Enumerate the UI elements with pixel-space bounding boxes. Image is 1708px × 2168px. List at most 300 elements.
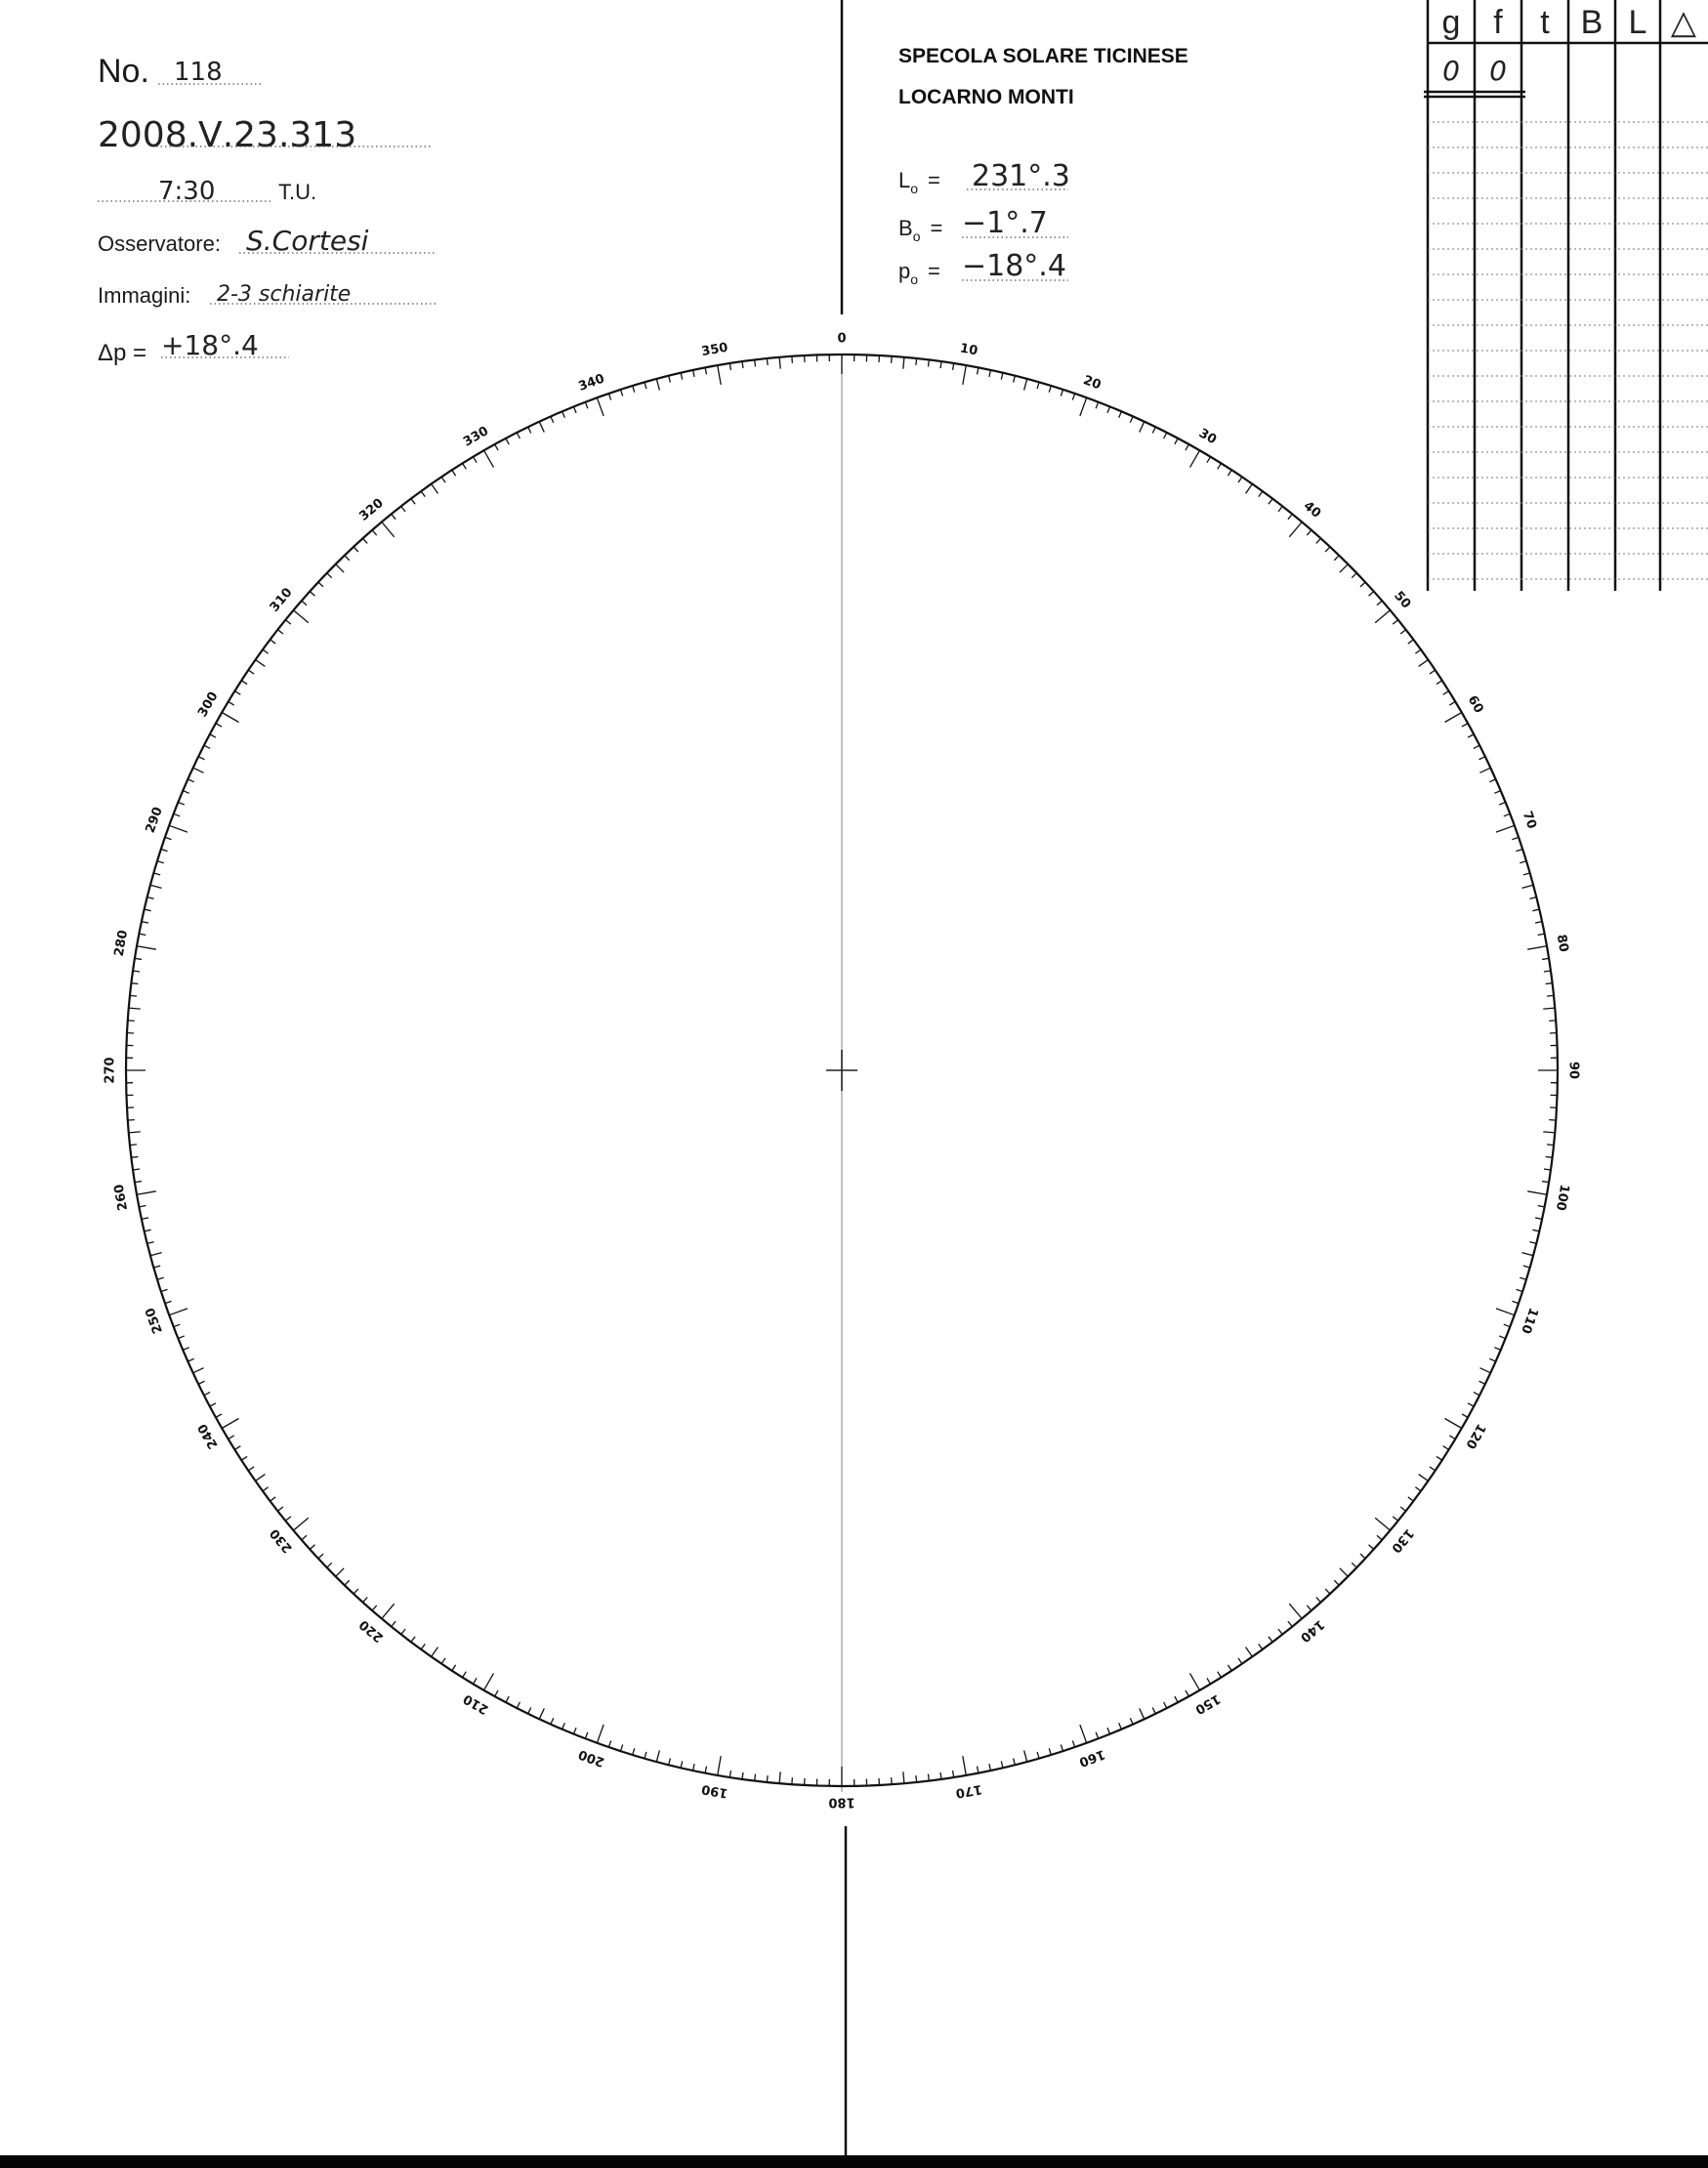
col-header-g: g	[1441, 4, 1461, 41]
minor-tick	[506, 1696, 509, 1702]
minor-tick	[147, 1242, 154, 1244]
minor-tick	[539, 1708, 544, 1719]
minor-tick	[1419, 660, 1429, 667]
minor-tick	[1175, 438, 1178, 444]
minor-tick	[928, 1774, 929, 1781]
minor-tick	[392, 514, 396, 519]
minor-tick	[755, 1774, 756, 1781]
minor-tick	[1119, 411, 1122, 417]
minor-tick	[463, 463, 467, 469]
minor-tick	[432, 1647, 438, 1657]
major-tick	[597, 397, 604, 416]
minor-tick	[1543, 1008, 1555, 1009]
minor-tick	[705, 367, 706, 374]
minor-tick	[669, 376, 671, 383]
dial-label-270: 270	[103, 1057, 118, 1084]
dial-label-310: 310	[267, 585, 296, 615]
major-tick	[963, 365, 966, 385]
minor-tick	[263, 649, 269, 653]
minor-tick	[573, 406, 576, 412]
dial-label-240: 240	[195, 1420, 222, 1452]
minor-tick	[1377, 1535, 1382, 1540]
count-table	[1424, 0, 1708, 591]
major-tick	[597, 1725, 604, 1743]
minor-tick	[1001, 373, 1003, 380]
minor-tick	[198, 1381, 204, 1384]
minor-tick	[506, 438, 509, 444]
minor-tick	[767, 1775, 768, 1782]
minor-tick	[1246, 484, 1253, 494]
minor-tick	[145, 1230, 151, 1231]
dial-label-10: 10	[958, 341, 979, 359]
minor-tick	[1544, 971, 1551, 972]
dial-label-250: 250	[143, 1305, 166, 1336]
minor-tick	[157, 1277, 164, 1279]
minor-tick	[1014, 1758, 1016, 1765]
major-tick	[484, 1673, 494, 1689]
minor-tick	[248, 1467, 254, 1471]
minor-tick	[1544, 1169, 1551, 1170]
ephemeris	[898, 159, 1070, 287]
dial-label-300: 300	[195, 688, 222, 721]
major-tick	[222, 1419, 238, 1429]
minor-tick	[1186, 444, 1188, 450]
minor-tick	[1504, 813, 1511, 816]
minor-tick	[573, 1728, 576, 1733]
minor-tick	[1479, 768, 1490, 772]
p0-label: $p_o$ =	[898, 259, 940, 287]
minor-tick	[1489, 779, 1495, 782]
minor-tick	[241, 681, 247, 685]
minor-tick	[145, 909, 151, 911]
minor-tick	[129, 1132, 141, 1133]
minor-tick	[1014, 376, 1016, 383]
minor-tick	[216, 1414, 222, 1417]
bottom-edge-band	[0, 2155, 1708, 2168]
minor-tick	[585, 402, 588, 409]
major-tick	[137, 946, 156, 949]
minor-tick	[1325, 547, 1330, 552]
time-unit: T.U.	[278, 180, 317, 204]
dial-label-190: 190	[700, 1780, 729, 1801]
minor-tick	[729, 1771, 730, 1777]
minor-tick	[495, 1690, 498, 1696]
minor-tick	[989, 370, 990, 377]
minor-tick	[1512, 1301, 1519, 1303]
minor-tick	[1269, 1637, 1272, 1643]
dial-label-280: 280	[111, 929, 132, 958]
minor-tick	[210, 734, 216, 737]
minor-tick	[1521, 885, 1533, 888]
minor-tick	[345, 1580, 350, 1585]
minor-tick	[263, 1487, 269, 1491]
minor-tick	[229, 701, 234, 705]
minor-tick	[1288, 1621, 1292, 1626]
minor-tick	[354, 1589, 358, 1594]
minor-tick	[310, 1545, 314, 1550]
minor-tick	[187, 1358, 193, 1361]
images-value: 2-3 schiarite	[217, 282, 352, 307]
minor-tick	[130, 1145, 137, 1146]
minor-tick	[1238, 477, 1242, 482]
minor-tick	[1238, 1658, 1242, 1664]
minor-tick	[198, 757, 204, 760]
dial-label-120: 120	[1462, 1420, 1488, 1452]
minor-tick	[1538, 1206, 1545, 1207]
dial-label-50: 50	[1391, 588, 1414, 612]
major-tick	[1190, 1673, 1200, 1689]
minor-tick	[693, 370, 694, 377]
minor-tick	[1049, 1748, 1051, 1755]
minor-tick	[1529, 1242, 1536, 1244]
minor-tick	[210, 1403, 216, 1406]
minor-tick	[1207, 457, 1211, 463]
dial-label-320: 320	[356, 495, 387, 524]
minor-tick	[161, 1289, 168, 1291]
minor-tick	[401, 506, 405, 512]
minor-tick	[1072, 1740, 1074, 1747]
minor-tick	[1037, 1752, 1039, 1759]
minor-tick	[1259, 491, 1263, 497]
minor-tick	[336, 1568, 344, 1576]
minor-tick	[271, 640, 276, 644]
B0-value: −1°.7	[962, 206, 1048, 240]
time-value: 7:30	[158, 177, 216, 206]
minor-tick	[1462, 724, 1468, 727]
minor-tick	[620, 390, 622, 396]
minor-tick	[441, 477, 445, 482]
minor-tick	[1430, 1467, 1436, 1471]
dial-label-110: 110	[1518, 1305, 1541, 1336]
major-tick	[484, 450, 494, 467]
minor-tick	[1334, 1580, 1339, 1585]
minor-tick	[1096, 402, 1099, 409]
minor-tick	[1152, 1708, 1155, 1714]
minor-tick	[216, 724, 222, 727]
minor-tick	[150, 885, 162, 888]
minor-tick	[1037, 382, 1039, 389]
p0-value: −18°.4	[962, 249, 1066, 283]
major-tick	[1496, 825, 1515, 832]
minor-tick	[153, 1266, 160, 1268]
minor-tick	[1494, 791, 1500, 794]
minor-tick	[302, 601, 307, 605]
minor-tick	[1474, 1393, 1479, 1396]
minor-tick	[903, 357, 904, 369]
dial-label-30: 30	[1195, 426, 1220, 448]
minor-tick	[1360, 1554, 1365, 1559]
minor-tick	[1393, 1517, 1397, 1521]
minor-tick	[585, 1732, 588, 1739]
minor-tick	[916, 1775, 917, 1782]
minor-tick	[1316, 538, 1321, 543]
observation-fields	[98, 53, 436, 366]
observatory-header	[898, 45, 1188, 108]
minor-tick	[1259, 1644, 1263, 1649]
minor-tick	[1400, 630, 1406, 634]
col-header-f: f	[1493, 4, 1503, 41]
dial-label-200: 200	[576, 1746, 607, 1770]
minor-tick	[285, 1517, 290, 1521]
minor-tick	[1307, 1605, 1312, 1610]
minor-tick	[277, 1507, 283, 1511]
minor-tick	[1288, 514, 1292, 519]
minor-tick	[174, 813, 181, 816]
minor-tick	[147, 897, 154, 899]
delta-p-value: +18°.4	[161, 329, 259, 361]
observer-value: S.Cortesi	[246, 225, 369, 257]
major-tick	[382, 521, 395, 536]
minor-tick	[916, 358, 917, 365]
images-label: Immagini:	[98, 283, 191, 308]
minor-tick	[562, 1723, 565, 1729]
number-label: No.	[98, 53, 149, 90]
minor-tick	[1535, 922, 1542, 923]
minor-tick	[1246, 1647, 1253, 1657]
minor-tick	[1049, 386, 1051, 393]
minor-tick	[551, 1718, 554, 1724]
minor-tick	[1437, 1456, 1442, 1460]
minor-tick	[495, 444, 498, 450]
minor-tick	[1175, 1696, 1178, 1702]
minor-tick	[633, 1748, 635, 1755]
minor-tick	[1140, 422, 1145, 433]
observer-label: Osservatore:	[98, 231, 221, 256]
minor-tick	[1352, 573, 1356, 578]
minor-tick	[1207, 1678, 1211, 1684]
minor-tick	[1130, 416, 1133, 422]
minor-tick	[129, 1008, 141, 1009]
minor-tick	[1377, 601, 1382, 605]
minor-tick	[1096, 1732, 1099, 1739]
minor-tick	[1278, 506, 1282, 512]
minor-tick	[1393, 620, 1397, 624]
major-tick	[137, 1191, 156, 1194]
cell-f-value: 0	[1489, 55, 1507, 87]
minor-tick	[1107, 406, 1110, 412]
minor-tick	[1532, 909, 1539, 911]
minor-tick	[1334, 556, 1339, 561]
minor-tick	[135, 1182, 142, 1183]
minor-tick	[392, 1621, 396, 1626]
minor-tick	[978, 1767, 979, 1773]
minor-tick	[285, 620, 290, 624]
minor-tick	[174, 1324, 181, 1327]
minor-tick	[1430, 670, 1436, 674]
dial-label-70: 70	[1519, 809, 1539, 831]
minor-tick	[645, 1752, 646, 1759]
minor-tick	[1542, 958, 1549, 959]
minor-tick	[302, 1535, 307, 1540]
minor-tick	[401, 1629, 405, 1635]
minor-tick	[1130, 1718, 1133, 1724]
minor-tick	[183, 791, 188, 794]
minor-tick	[1340, 1568, 1348, 1576]
minor-tick	[421, 1644, 425, 1649]
minor-tick	[620, 1744, 622, 1751]
dial-label-170: 170	[954, 1780, 983, 1801]
dial-label-350: 350	[700, 340, 729, 360]
minor-tick	[130, 995, 137, 996]
B0-label: $B_o$ =	[898, 216, 943, 244]
minor-tick	[1532, 1230, 1539, 1231]
minor-tick	[1462, 1414, 1468, 1417]
minor-tick	[1140, 1708, 1145, 1719]
minor-tick	[562, 411, 565, 417]
dial-label-290: 290	[143, 805, 166, 836]
minor-tick	[372, 530, 377, 535]
minor-tick	[1523, 1266, 1530, 1268]
major-tick	[169, 1309, 187, 1315]
minor-tick	[1521, 1253, 1533, 1256]
minor-tick	[1369, 1545, 1374, 1550]
minor-tick	[1107, 1728, 1110, 1733]
minor-tick	[354, 547, 358, 552]
minor-tick	[940, 361, 941, 368]
dial-label-230: 230	[267, 1525, 296, 1556]
minor-tick	[193, 768, 204, 772]
minor-tick	[142, 1218, 148, 1219]
dial-label-340: 340	[576, 371, 607, 395]
dial-label-330: 330	[460, 424, 492, 450]
delta-p-label: Δp =	[98, 340, 147, 366]
minor-tick	[1479, 1368, 1490, 1373]
major-tick	[718, 365, 721, 385]
major-tick	[1080, 397, 1087, 416]
minor-tick	[989, 1764, 990, 1771]
minor-tick	[1520, 861, 1526, 863]
dial-label-220: 220	[356, 1616, 387, 1646]
minor-tick	[1408, 1497, 1414, 1501]
dial-label-20: 20	[1081, 373, 1104, 394]
minor-tick	[767, 358, 768, 365]
minor-tick	[248, 670, 254, 674]
number-value: 118	[174, 58, 223, 87]
minor-tick	[656, 1750, 659, 1762]
minor-tick	[131, 983, 138, 984]
minor-tick	[1479, 1381, 1485, 1384]
L0-label: $L_o$ =	[898, 168, 940, 196]
minor-tick	[372, 1605, 377, 1610]
col-header-L: L	[1628, 4, 1647, 41]
dial-label-100: 100	[1552, 1183, 1572, 1212]
minor-tick	[1419, 1475, 1429, 1481]
minor-tick	[1437, 681, 1442, 685]
dial-label-130: 130	[1388, 1525, 1417, 1556]
minor-tick	[669, 1758, 671, 1765]
major-tick	[382, 1604, 395, 1618]
minor-tick	[1449, 1436, 1455, 1439]
major-tick	[963, 1756, 966, 1775]
minor-tick	[1164, 433, 1167, 438]
minor-tick	[363, 1598, 368, 1603]
minor-tick	[1269, 499, 1272, 505]
minor-tick	[1164, 1702, 1167, 1708]
observatory-name: SPECOLA SOLARE TICINESE	[898, 45, 1188, 67]
minor-tick	[310, 592, 314, 597]
minor-tick	[327, 1563, 332, 1567]
minor-tick	[755, 359, 756, 366]
minor-tick	[1499, 1336, 1505, 1339]
minor-tick	[681, 373, 683, 380]
minor-tick	[693, 1764, 694, 1771]
dial-label-210: 210	[460, 1690, 492, 1717]
minor-tick	[318, 1554, 323, 1559]
minor-tick	[204, 1393, 210, 1396]
minor-tick	[1546, 1156, 1553, 1157]
minor-tick	[1547, 995, 1554, 996]
minor-tick	[1072, 394, 1074, 400]
major-tick	[1527, 1191, 1547, 1194]
major-tick	[1289, 1604, 1302, 1618]
minor-tick	[978, 367, 979, 374]
minor-tick	[1218, 463, 1222, 469]
minor-tick	[441, 1658, 445, 1664]
major-tick	[1080, 1725, 1087, 1743]
major-tick	[222, 713, 238, 723]
minor-tick	[336, 564, 344, 572]
minor-tick	[903, 1772, 904, 1783]
minor-tick	[953, 363, 954, 370]
minor-tick	[1218, 1672, 1222, 1678]
minor-tick	[133, 1169, 140, 1170]
minor-tick	[1307, 530, 1312, 535]
major-tick	[169, 825, 187, 832]
minor-tick	[1325, 1589, 1330, 1594]
major-tick	[1375, 610, 1390, 623]
minor-tick	[318, 582, 323, 587]
minor-tick	[327, 573, 332, 578]
minor-tick	[1316, 1598, 1321, 1603]
minor-tick	[681, 1761, 683, 1768]
col-header-t: t	[1540, 4, 1550, 41]
minor-tick	[1400, 1507, 1406, 1511]
minor-tick	[142, 922, 148, 923]
minor-tick	[1499, 802, 1505, 805]
major-tick	[293, 610, 308, 623]
minor-tick	[1443, 1446, 1449, 1450]
minor-tick	[1152, 427, 1155, 433]
major-tick	[293, 1518, 308, 1530]
minor-tick	[183, 1348, 188, 1351]
minor-tick	[277, 630, 283, 634]
minor-tick	[1529, 897, 1536, 899]
minor-tick	[135, 958, 142, 959]
dial-label-40: 40	[1300, 498, 1324, 521]
minor-tick	[742, 1772, 743, 1779]
dial-label-160: 160	[1076, 1746, 1107, 1770]
minor-tick	[1449, 701, 1455, 705]
minor-tick	[1408, 640, 1414, 644]
minor-tick	[1228, 470, 1231, 476]
minor-tick	[1369, 592, 1374, 597]
minor-tick	[133, 971, 140, 972]
minor-tick	[656, 379, 659, 391]
L0-value: 231°.3	[972, 159, 1070, 193]
minor-tick	[1516, 1289, 1522, 1291]
major-tick	[1289, 521, 1302, 536]
minor-tick	[1001, 1761, 1003, 1768]
cell-g-value: 0	[1442, 55, 1460, 87]
minor-tick	[150, 1253, 162, 1256]
minor-tick	[234, 691, 240, 695]
minor-tick	[1024, 379, 1027, 391]
minor-tick	[1538, 934, 1545, 935]
col-header-triangle: △	[1670, 4, 1697, 41]
minor-tick	[1479, 757, 1485, 760]
minor-tick	[608, 1740, 610, 1747]
minor-tick	[1516, 849, 1522, 851]
